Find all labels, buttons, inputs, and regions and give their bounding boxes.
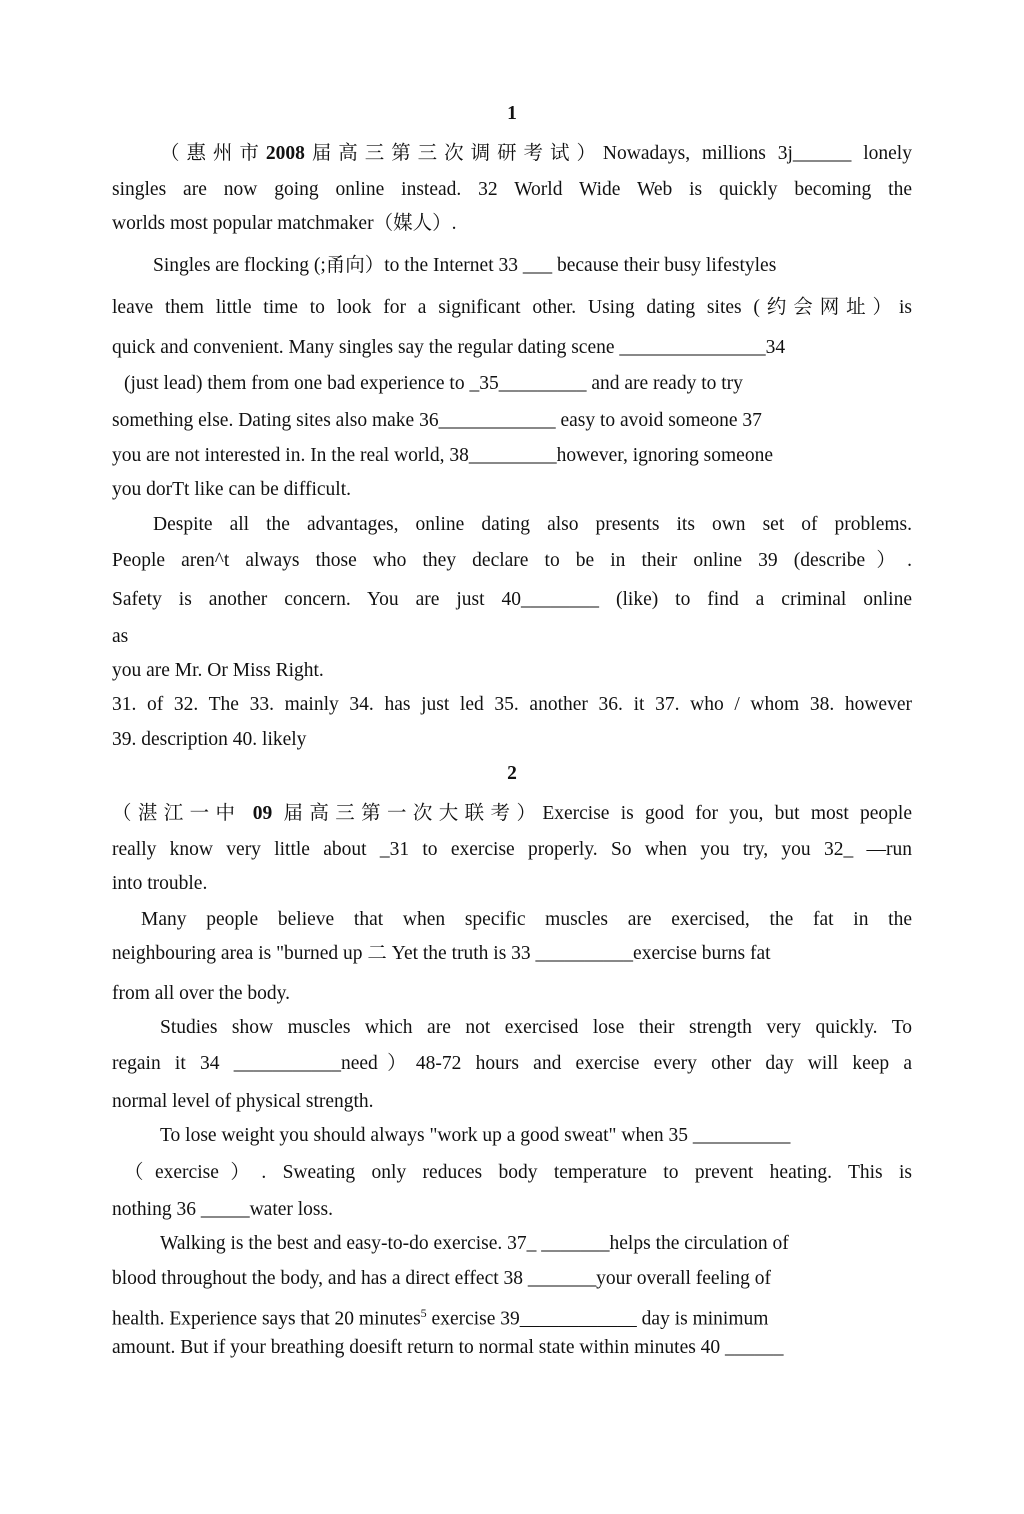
superscript: 5 bbox=[420, 1306, 427, 1320]
paragraph-line: (just lead) them from one bad experience to _35_________ and are ready to try bbox=[124, 373, 743, 394]
paragraph-line bbox=[112, 802, 912, 826]
paragraph-line bbox=[160, 142, 912, 166]
text-part: health. Experience says that 20 minutes bbox=[112, 1308, 421, 1330]
paragraph-line: normal level of physical strength. bbox=[112, 1091, 374, 1112]
source-prefix: （惠州市 bbox=[160, 143, 266, 164]
paragraph-line: blood throughout the body, and has a direct effect 38 _______your overall feeling of bbox=[112, 1268, 772, 1289]
paragraph-line: Studies show muscles which are not exercised lose their strength very quickly. To bbox=[160, 1017, 912, 1038]
section-number: 1 bbox=[507, 103, 517, 124]
paragraph-line: Safety is another concern. You are just 40________ (like) to find a criminal online bbox=[112, 589, 912, 610]
source-suffix: 届高三第三次调研考试）Nowadays, millions 3j______ lonely bbox=[304, 143, 912, 164]
source-year: 2008 bbox=[265, 143, 305, 164]
paragraph-line: really know very little about _31 to exercise properly. So when you try, you 32_ —run bbox=[112, 839, 912, 860]
paragraph-line bbox=[112, 1301, 912, 1332]
paragraph-line: something else. Dating sites also make 36____________ easy to avoid someone 37 bbox=[112, 410, 762, 431]
paragraph-line: as bbox=[112, 626, 129, 647]
section-number: 2 bbox=[507, 763, 517, 784]
text-part: exercise 39____________ day is minimum bbox=[426, 1308, 769, 1330]
paragraph-line: leave them little time to look for a significant other. Using dating sites (约会网址）is bbox=[112, 297, 912, 318]
paragraph-line: worlds most popular matchmaker（媒人）. bbox=[112, 213, 457, 234]
paragraph-line: neighbouring area is "burned up 二 Yet the truth is 33 __________exercise burns fat bbox=[112, 943, 771, 964]
paragraph-line: you are Mr. Or Miss Right. bbox=[112, 660, 324, 681]
paragraph-line: People aren^t always those who they declare to be in their online 39 (describe）. bbox=[112, 550, 912, 571]
paragraph-line: from all over the body. bbox=[112, 983, 290, 1004]
source-grade: 09 bbox=[252, 803, 273, 824]
paragraph-line: nothing 36 _____water loss. bbox=[112, 1199, 333, 1220]
paragraph-line: singles are now going online instead. 32 World Wide Web is quickly becoming the bbox=[112, 179, 912, 200]
paragraph-line: amount. But if your breathing doesift return to normal state within minutes 40 ______ bbox=[112, 1337, 784, 1358]
paragraph-line: Many people believe that when specific muscles are exercised, the fat in the bbox=[141, 909, 912, 930]
paragraph-line: you dorTt like can be difficult. bbox=[112, 479, 351, 500]
answer-key-line: 39. description 40. likely bbox=[112, 729, 307, 750]
paragraph-line: （exercise）. Sweating only reduces body temperature to prevent heating. This is bbox=[124, 1162, 912, 1183]
answer-key-line: 31. of 32. The 33. mainly 34. has just led 35. another 36. it 37. who / whom 38. however bbox=[112, 694, 912, 715]
paragraph-line: Singles are flocking (;甬向）to the Internet 33 ___ because their busy lifestyles bbox=[153, 255, 777, 276]
paragraph-line: regain it 34 ___________need）48-72 hours and exercise every other day will keep a bbox=[112, 1053, 912, 1074]
paragraph-line: To lose weight you should always "work up a good sweat" when 35 __________ bbox=[160, 1125, 791, 1146]
paragraph-line: you are not interested in. In the real world, 38_________however, ignoring someone bbox=[112, 445, 773, 466]
paragraph-line: Walking is the best and easy-to-do exercise. 37_ _______helps the circulation of bbox=[160, 1233, 789, 1254]
paragraph-line: Despite all the advantages, online dating also presents its own set of problems. bbox=[153, 514, 912, 535]
paragraph-line: quick and convenient. Many singles say the regular dating scene _______________34 bbox=[112, 337, 786, 358]
source-suffix: 届高三第一次大联考）Exercise is good for you, but most people bbox=[272, 803, 912, 824]
source-prefix: （湛江一中 bbox=[112, 803, 253, 824]
paragraph-line: into trouble. bbox=[112, 873, 208, 894]
